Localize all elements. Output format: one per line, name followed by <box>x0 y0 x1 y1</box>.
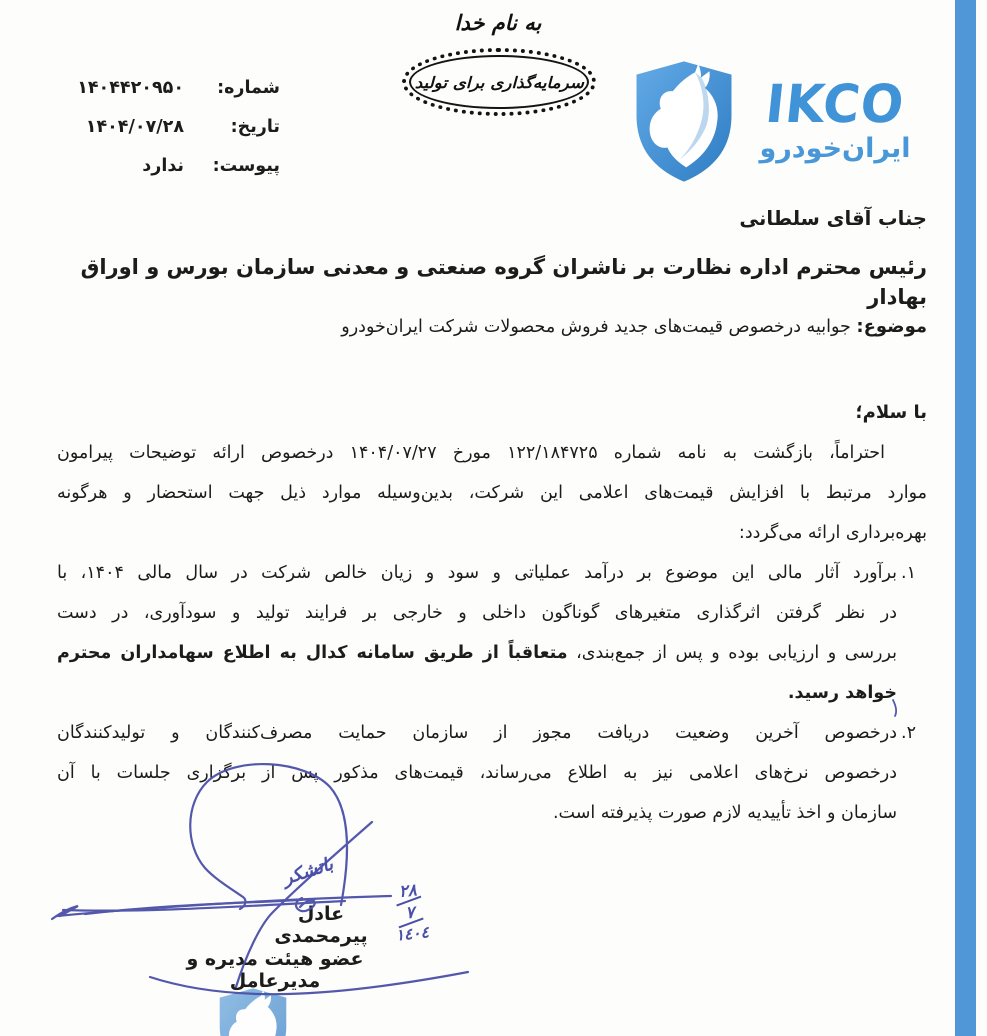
signer-name: عادل پیرمحمدی <box>274 903 368 947</box>
year-slogan-text: سرمایه‌گذاری برای تولید <box>414 72 584 92</box>
bismillah-text: به نام خدا <box>454 10 542 35</box>
list-item-2 <box>57 713 927 833</box>
ikco-persian-name: ایران‌خودرو <box>759 133 911 164</box>
list-item-line: درخصوص آخرین وضعیت دریافت مجوز از سازمان حمایت مصرف‌کنندگان و تولیدکنندگان <box>57 723 897 743</box>
ikco-logo-texts <box>750 58 920 185</box>
recipient-title: رئیس محترم اداره نظارت بر ناشران گروه صنعتی و معدنی سازمان بورس و اوراق بهادار <box>80 255 927 309</box>
salutation: با سلام؛ <box>855 402 927 423</box>
subject-text: جوابیه درخصوص قیمت‌های جدید فروش محصولات شرکت ایران‌خودرو <box>341 317 851 337</box>
letter-body <box>57 393 927 833</box>
date-value: ۱۴۰۴/۰۷/۲۸ <box>85 117 184 137</box>
list-item-line: درخصوص نرخ‌های اعلامی نیز به اطلاع می‌رساند، قیمت‌های مذکور پس از برگزاری جلسات با آن <box>57 763 897 783</box>
subject-label: موضوع: <box>856 316 927 337</box>
list-item-line <box>57 633 897 673</box>
recipient-name: جناب آقای سلطانی <box>739 207 927 230</box>
ikco-logo-shield-icon <box>628 58 740 185</box>
date-label: تاریخ: <box>230 117 280 137</box>
signer-title: عضو هیئت مدیره و مدیرعامل <box>186 948 364 992</box>
meta-row-number <box>70 76 280 100</box>
ikco-logo <box>628 58 928 185</box>
year-slogan-stamp-ring <box>409 55 589 109</box>
year-slogan-stamp <box>402 48 596 116</box>
paragraph-line: احتراماً، بازگشت به نامه شماره ۱۲۲/۱۸۴۷۲۵ مورخ ۱۴۰۴/۰۷/۲۷ درخصوص ارائه توضیحات پیرامون <box>57 443 885 463</box>
paragraph-line: بهره‌برداری ارائه می‌گردد: <box>738 523 927 543</box>
meta-row-date <box>70 115 280 139</box>
handwritten-thanks: باتشکر <box>280 853 336 890</box>
list-item-line: برآورد آثار مالی این موضوع بر درآمد عملیاتی و سود و زیان خالص شرکت در سال مالی ۱۴۰۴، با <box>57 563 897 583</box>
list-item-line-bold: متعاقباً از طریق سامانه کدال به اطلاع سهامداران محترم <box>57 643 568 663</box>
meta-row-attachment <box>70 154 280 178</box>
attachment-label: پیوست: <box>212 156 280 176</box>
letterhead-meta <box>70 76 280 193</box>
paragraph-line: موارد مرتبط با افزایش قیمت‌های اعلامی این شرکت، بدین‌وسیله موارد ذیل جهت استحضار و هرگونه <box>57 483 927 503</box>
list-item-1 <box>57 553 927 713</box>
handwritten-date-year: ١٤٠٤ <box>394 923 430 945</box>
handwritten-date-month: ۷ <box>404 902 416 923</box>
list-item-1-number: ۱. <box>901 563 916 583</box>
right-accent-strip <box>955 0 976 1036</box>
handwritten-date-day: ۲۸ <box>397 880 418 901</box>
subject-line <box>57 313 927 341</box>
attachment-value: ندارد <box>142 156 184 176</box>
ikco-logo-shield-partial-icon <box>214 986 292 1036</box>
number-label: شماره: <box>217 78 280 98</box>
list-item-line: سازمان و اخذ تأییدیه لازم صورت پذیرفته است. <box>552 803 897 823</box>
list-item-line: در نظر گرفتن اثرگذاری متغیرهای گوناگون داخلی و خارجی بر فرایند تولید و سودآوری، در دست <box>57 603 897 623</box>
list-item-line: خواهد رسید. <box>787 683 897 703</box>
ikco-wordmark: IKCO <box>762 73 908 135</box>
number-value: ۱۴۰۴۴۲۰۹۵۰ <box>77 78 184 98</box>
list-item-2-number: ۲. <box>901 723 916 743</box>
recipient-block <box>57 204 927 312</box>
list-item-line-normal: بررسی و ارزیابی بوده و پس از جمع‌بندی، <box>567 643 898 663</box>
handwritten-date <box>380 879 440 945</box>
